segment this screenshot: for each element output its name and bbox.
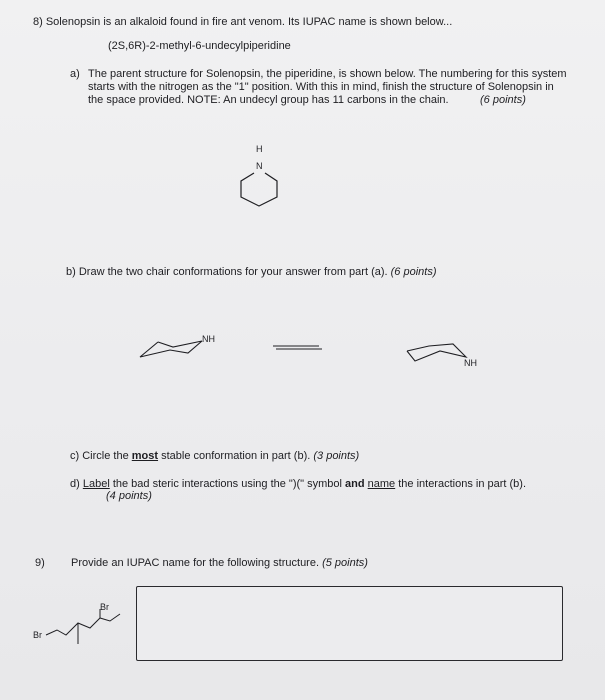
bromine-left-label: Br [33,630,42,640]
question-8-intro [33,16,452,29]
answer-box[interactable] [136,586,563,661]
question-8-number: 8) [33,16,43,28]
chair-right-ring [407,344,466,361]
question-9-points: (5 points) [322,557,368,569]
part-a-line-3-text: the space provided. NOTE: An undecyl group has 11 carbons in the chain. [88,94,449,106]
part-c [70,450,359,463]
question-8-text: Solenopsin is an alkaloid found in fire ant venom. Its IUPAC name is shown below... [45,16,453,28]
chair-right-NH-label: NH [464,358,477,368]
part-a-points: (6 points) [480,94,526,106]
question-9-prompt [71,557,368,570]
solenopsin-iupac-name: (2S,6R)-2-methyl-6-undecylpiperidine [108,40,291,52]
part-d-and-word: and [345,478,365,490]
part-c-text-after: stable conformation in part (b). [158,450,311,462]
part-b-points: (6 points) [390,266,437,278]
part-a-label: a) [70,68,80,80]
part-d-label: d) [70,478,80,490]
part-d-text-2: the interactions in part (b). [395,478,527,490]
chair-left-NH-label: NH [202,334,215,344]
carbon-chain [46,614,120,635]
part-c-label: c) [70,450,80,462]
piperidine-N-label: N [256,161,263,171]
chair-conformation-left [140,330,230,370]
chair-left-ring [140,341,202,357]
part-d-text-1: the bad steric interactions using the ")(" symbol [109,478,346,490]
part-d-name-word: name [367,478,396,490]
part-d-points: (4 points) [106,490,152,502]
part-a-line-2: starts with the nitrogen as the "1" position. With this in mind, finish the structure of Solenopsin in [88,81,554,93]
part-c-text-before: Circle the [82,450,132,462]
part-a-line-1: The parent structure for Solenopsin, the piperidine, is shown below. The numbering for this system [88,68,567,80]
part-d-label-word: Label [82,478,110,490]
piperidine-structure [238,142,288,212]
bromine-top-label: Br [100,602,109,612]
question-9-number: 9) [35,557,45,569]
question-9-text: Provide an IUPAC name for the following structure. [71,557,320,569]
equilibrium-arrow [273,343,323,353]
piperidine-H-label: H [256,144,263,154]
piperidine-ring [241,173,277,206]
chair-conformation-right [400,336,490,372]
part-b-label: b) [66,266,76,278]
part-c-emphasis: most [131,450,159,462]
dibromo-structure [30,604,130,654]
part-c-points: (3 points) [313,450,360,462]
part-b [66,266,437,279]
part-b-text: Draw the two chair conformations for your answer from part (a). [78,266,388,278]
